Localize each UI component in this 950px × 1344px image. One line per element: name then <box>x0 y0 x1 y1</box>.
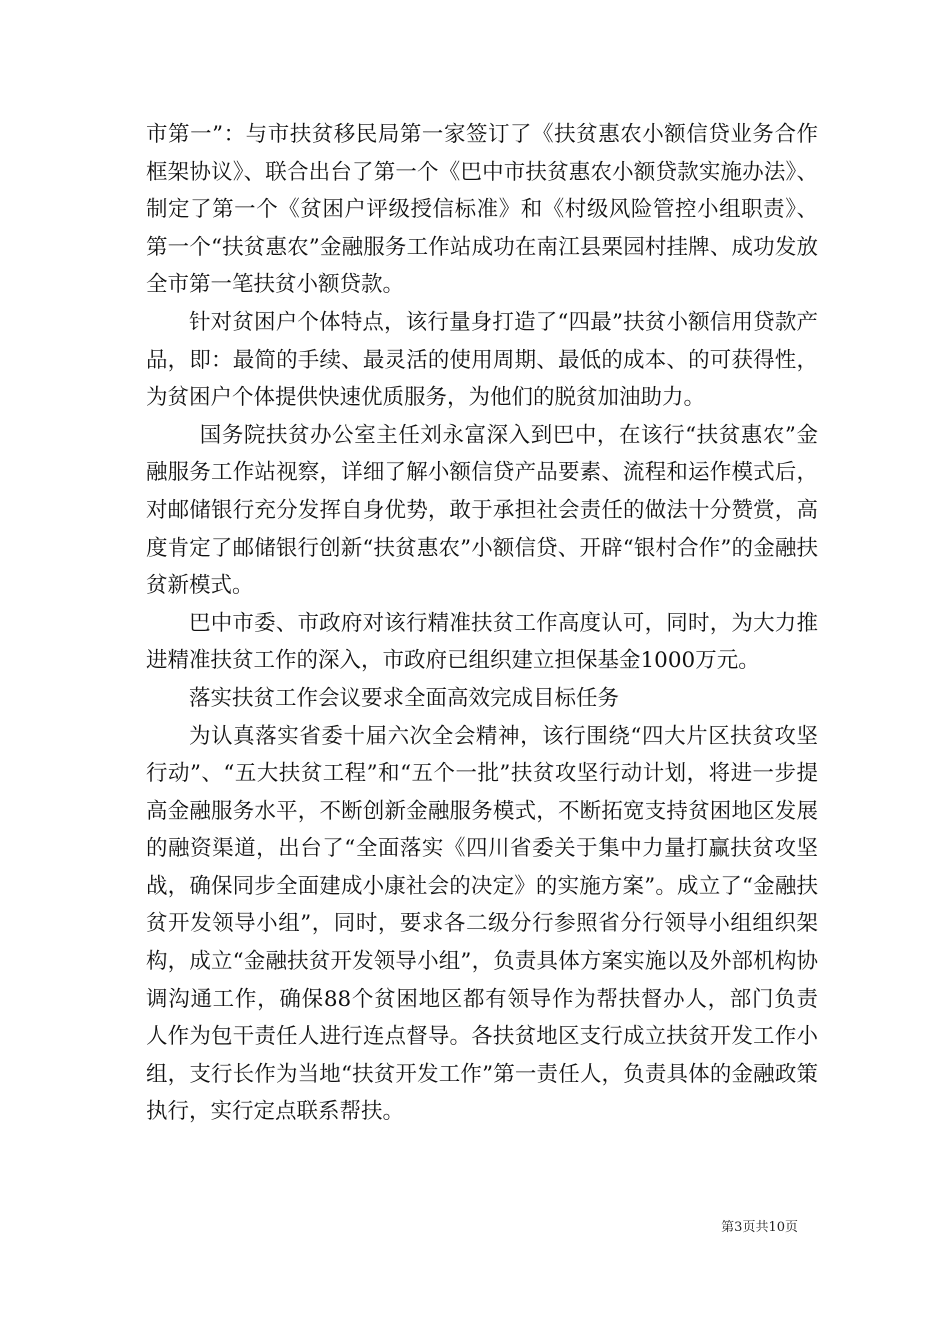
paragraph-continuation: 市第一”：与市扶贫移民局第一家签订了《扶贫惠农小额信贷业务合作框架协议》、联合出台了第一个《巴中市扶贫惠农小额贷款实施办法》、制定了第一个《贫困户评级授信标准》和《村级风险管控小组职责》、第一个“扶贫惠农”金融服务工作站成功在南江县栗园村挂牌、成功发放全市第一笔扶贫小额贷款。 <box>146 122 818 298</box>
document-body <box>146 116 818 1131</box>
paragraph-implementation: 为认真落实省委十届六次全会精神，该行围绕“四大片区扶贫攻坚行动”、“五大扶贫工程”和“五个一批”扶贫攻坚行动计划，将进一步提高金融服务水平，不断创新金融服务模式，不断拓宽支持贫困地区发展的融资渠道，出台了“全面落实《四川省委关于集中力量打赢扶贫攻坚战，确保同步全面建成小康社会的决定》的实施方案”。成立了“金融扶贫开发领导小组”，同时，要求各二级分行参照省分行领导小组组织架构，成立“金融扶贫开发领导小组”，负责具体方案实施以及外部机构协调沟通工作，确保88个贫困地区都有领导作为帮扶督办人，部门负责人作为包干责任人进行连点督导。各扶贫地区支行成立扶贫开发工作小组，支行长作为当地“扶贫开发工作”第一责任人，负责具体的金融政策执行，实行定点联系帮扶。 <box>146 723 818 1125</box>
section-heading: 落实扶贫工作会议要求全面高效完成目标任务 <box>189 685 620 711</box>
paragraph-government-support: 巴中市委、市政府对该行精准扶贫工作高度认可，同时，为大力推进精准扶贫工作的深入，市政府已组织建立担保基金1000万元。 <box>146 610 818 674</box>
paragraph-loan-product: 针对贫困户个体特点，该行量身打造了“四最”扶贫小额信用贷款产品，即：最简的手续、最灵活的使用周期、最低的成本、的可获得性，为贫困户个体提供快速优质服务，为他们的脱贫加油助力。 <box>146 309 818 411</box>
page-number: 第3页共10页 <box>721 1220 798 1235</box>
paragraph-inspection: 国务院扶贫办公室主任刘永富深入到巴中，在该行“扶贫惠农”金融服务工作站视察，详细了解小额信贷产品要素、流程和运作模式后，对邮储银行充分发挥自身优势，敢于承担社会责任的做法十分赞赏，高度肯定了邮储银行创新“扶贫惠农”小额信贷、开辟“银村合作”的金融扶贫新模式。 <box>146 422 818 599</box>
